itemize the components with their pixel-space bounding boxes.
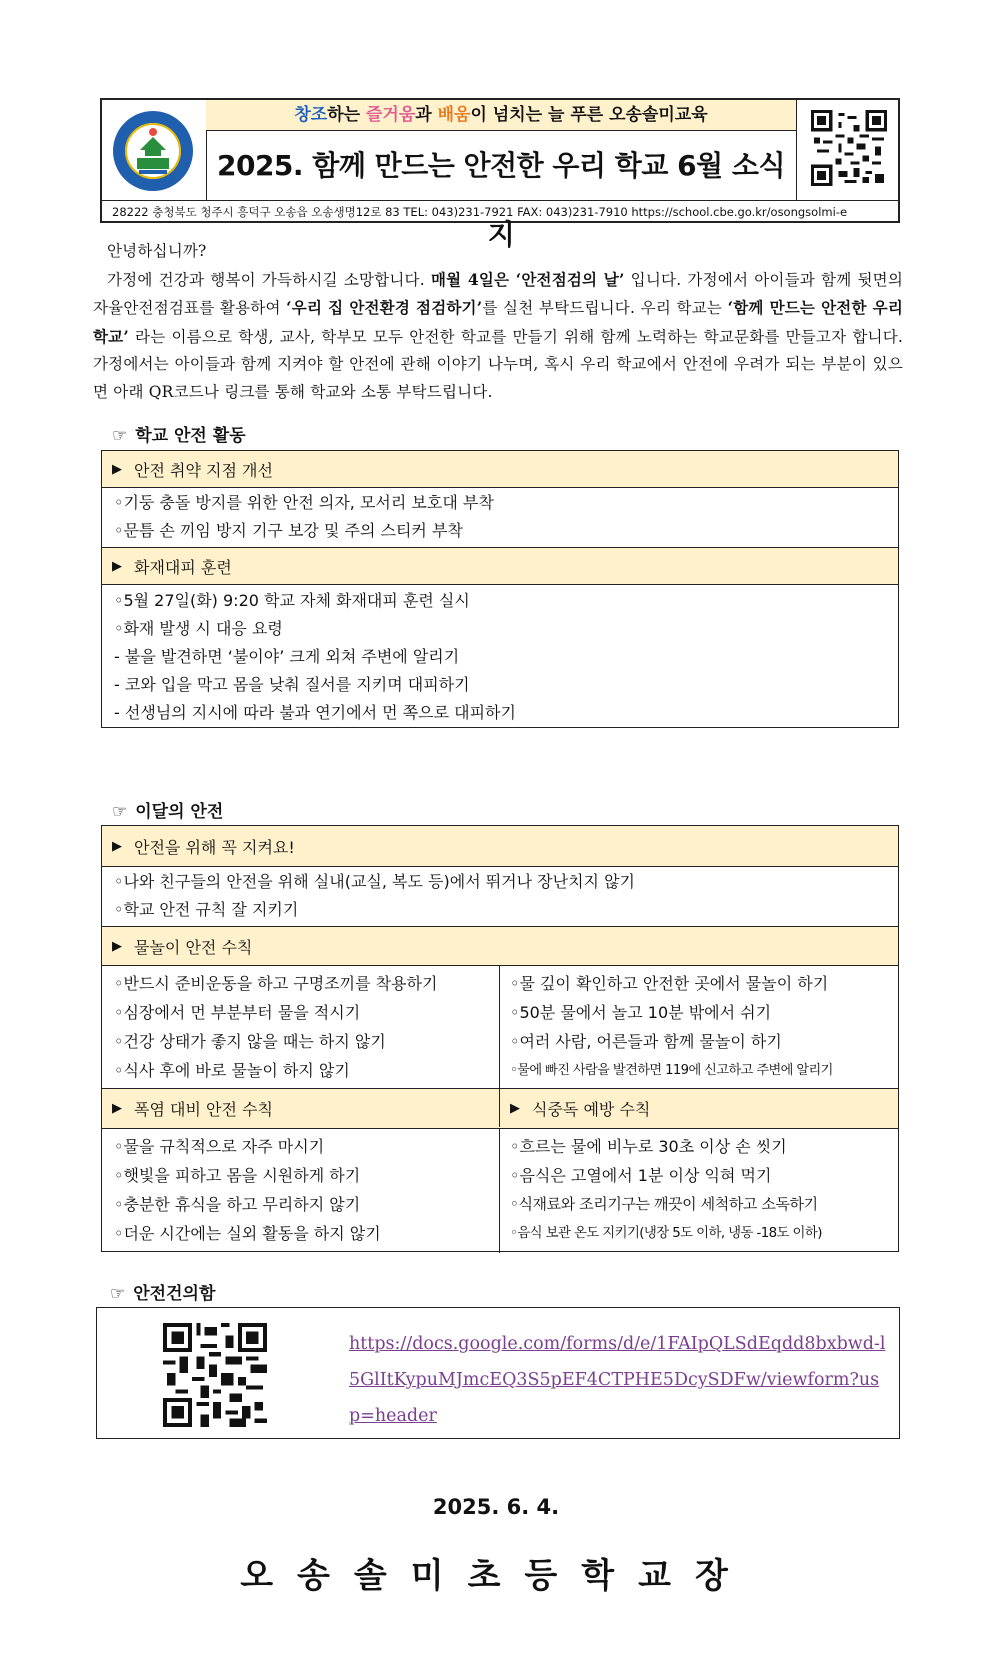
list-item: ◦학교 안전 규칙 잘 지키기 [114,900,299,919]
list-item: ◦기둥 충돌 방지를 위한 안전 의자, 모서리 보호대 부착 [114,493,494,512]
list-item: ◦5월 27일(화) 9:20 학교 자체 화재대피 훈련 실시 [114,591,470,610]
bar-weak-points: ▶ 안전 취약 지점 개선 [102,451,898,488]
heatwave-list [102,1129,500,1253]
pointing-hand-icon: ☞ [112,426,128,446]
list-item: ◦더운 시간에는 실외 활동을 하지 않기 [114,1224,381,1243]
must-follow-list [102,867,898,927]
list-item: ◦반드시 준비운동을 하고 구명조끼를 착용하기 [114,974,438,993]
logo-cell [102,100,207,200]
list-item: ◦식재료와 조리기구는 깨끗이 세척하고 소독하기 [510,1195,818,1213]
bar-heatwave: ▶ 폭염 대비 안전 수칙 [102,1089,500,1127]
monthly-safety-box [101,825,899,1252]
suggestion-form-link[interactable]: https://docs.google.com/forms/d/e/1FAIpQLSdEqdd8bxbwd-l5GlItKypuMJmcEQ3S5pEF4CTPHE5DcySDFw/viewform?usp=header [349,1334,886,1426]
list-item: ◦음식은 고열에서 1분 이상 익혀 먹기 [510,1166,772,1185]
school-address: 28222 충청북도 청주시 흥덕구 오송읍 오송생명12로 83 TEL: 043)231-7921 FAX: 043)231-7910 https://school.cbe.go.kr/osongsolmi-e [102,200,898,223]
list-item: - 불을 발견하면 ‘불이야’ 크게 외쳐 주변에 알리기 [114,647,460,666]
list-item: ◦물 깊이 확인하고 안전한 곳에서 물놀이 하기 [510,974,829,993]
school-logo [112,110,194,192]
list-item: ◦충분한 휴식을 하고 무리하지 않기 [114,1195,361,1214]
heat-food-grid [102,1129,898,1253]
food-poisoning-list [500,1129,897,1253]
list-item: - 선생님의 지시에 따라 불과 연기에서 먼 쪽으로 대피하기 [114,703,516,722]
triangle-icon: ▶ [112,558,122,574]
section-heading-suggestion-box: ☞ 안전건의함 [110,1284,216,1304]
list-item: ◦물에 빠진 사람을 발견하면 119에 신고하고 주변에 알리기 [510,1063,833,1078]
section-heading-monthly-safety: ☞ 이달의 안전 [112,802,224,822]
triangle-icon: ▶ [112,461,122,477]
triangle-icon: ▶ [112,1100,122,1116]
list-item: ◦햇빛을 피하고 몸을 시원하게 하기 [114,1166,361,1185]
weak-points-list [102,488,898,548]
list-item: - 코와 입을 막고 몸을 낮춰 질서를 지키며 대피하기 [114,675,470,694]
list-item: ◦식사 후에 바로 물놀이 하지 않기 [114,1061,350,1080]
school-safety-box [101,450,899,728]
water-safety-grid [102,966,898,1089]
fire-drill-list [102,585,898,727]
signer: 오송솔미초등학교장 [240,1556,752,1596]
list-item: ◦심장에서 먼 부분부터 물을 적시기 [114,1003,361,1022]
triangle-icon: ▶ [510,1100,520,1116]
slogan: 창조하는 즐거움과 배움이 넘치는 늘 푸른 오송솔미교육 [206,100,796,131]
bar-must-follow: ▶ 안전을 위해 꼭 지켜요! [102,826,898,867]
greeting: 안녕하십니까? [107,242,207,260]
list-item: ◦흐르는 물에 비누로 30초 이상 손 씻기 [510,1137,787,1156]
triangle-icon: ▶ [112,838,122,854]
list-item: ◦건강 상태가 좋지 않을 때는 하지 않기 [114,1032,386,1051]
qr-code-icon[interactable] [163,1323,267,1427]
qr-cell [796,100,899,200]
list-item: ◦나와 친구들의 안전을 위해 실내(교실, 복도 등)에서 뛰거나 장난치지 않기 [114,872,636,891]
list-item: ◦음식 보관 온도 지키기(냉장 5도 이하, 냉동 -18도 이하) [510,1226,822,1241]
water-safety-left [102,966,500,1088]
pointing-hand-icon: ☞ [110,1284,126,1304]
bar-water-safety: ▶ 물놀이 안전 수칙 [102,927,898,966]
list-item: ◦50분 물에서 놀고 10분 밖에서 쉬기 [510,1003,772,1022]
bar-food-poisoning: ▶ 식중독 예방 수칙 [500,1089,897,1127]
bar-heat-food [102,1089,898,1129]
qr-code-icon[interactable] [811,110,887,186]
list-item: ◦화재 발생 시 대응 요령 [114,619,283,638]
list-item: ◦물을 규칙적으로 자주 마시기 [114,1137,325,1156]
page-title: 2025. 함께 만드는 안전한 우리 학교 6월 소식지 [216,149,785,251]
list-item: ◦문틈 손 끼임 방지 기구 보강 및 주의 스티커 부착 [114,521,463,540]
bar-fire-drill: ▶ 화재대피 훈련 [102,548,898,585]
intro-paragraph [93,238,903,406]
triangle-icon: ▶ [112,938,122,954]
water-safety-right [500,966,897,1088]
pointing-hand-icon: ☞ [112,802,128,822]
issue-date: 2025. 6. 4. [432,1495,560,1519]
section-heading-school-safety: ☞ 학교 안전 활동 [112,426,246,446]
suggestion-box [96,1307,900,1439]
list-item: ◦여러 사람, 어른들과 함께 물놀이 하기 [510,1032,782,1051]
intro-body: 가정에 건강과 행복이 가득하시길 소망합니다. 매월 4일은 ‘안전점검의 날’ 입니다. 가정에서 아이들과 함께 뒷면의 자율안전점검표를 활용하여 ‘우리 집 안전환경 점검하기’를 실천 부탁드립니다. 우리 학교는 ‘함께 만드는 안전한 우리 학교’ 라는 이름으로 학생, 교사, 학부모 모두 안전한 학교를 만들기 위해 함께 노력하는 학교문화를 만들고자 합니다. 가정에서는 아이들과 함께 지켜야 할 안전에 관해 이야기 나누며, 혹시 우리 학교에서 안전에 우려가 되는 부분이 있으면 아래 QR코드나 링크를 통해 학교와 소통 부탁드립니다. [93,269,903,401]
